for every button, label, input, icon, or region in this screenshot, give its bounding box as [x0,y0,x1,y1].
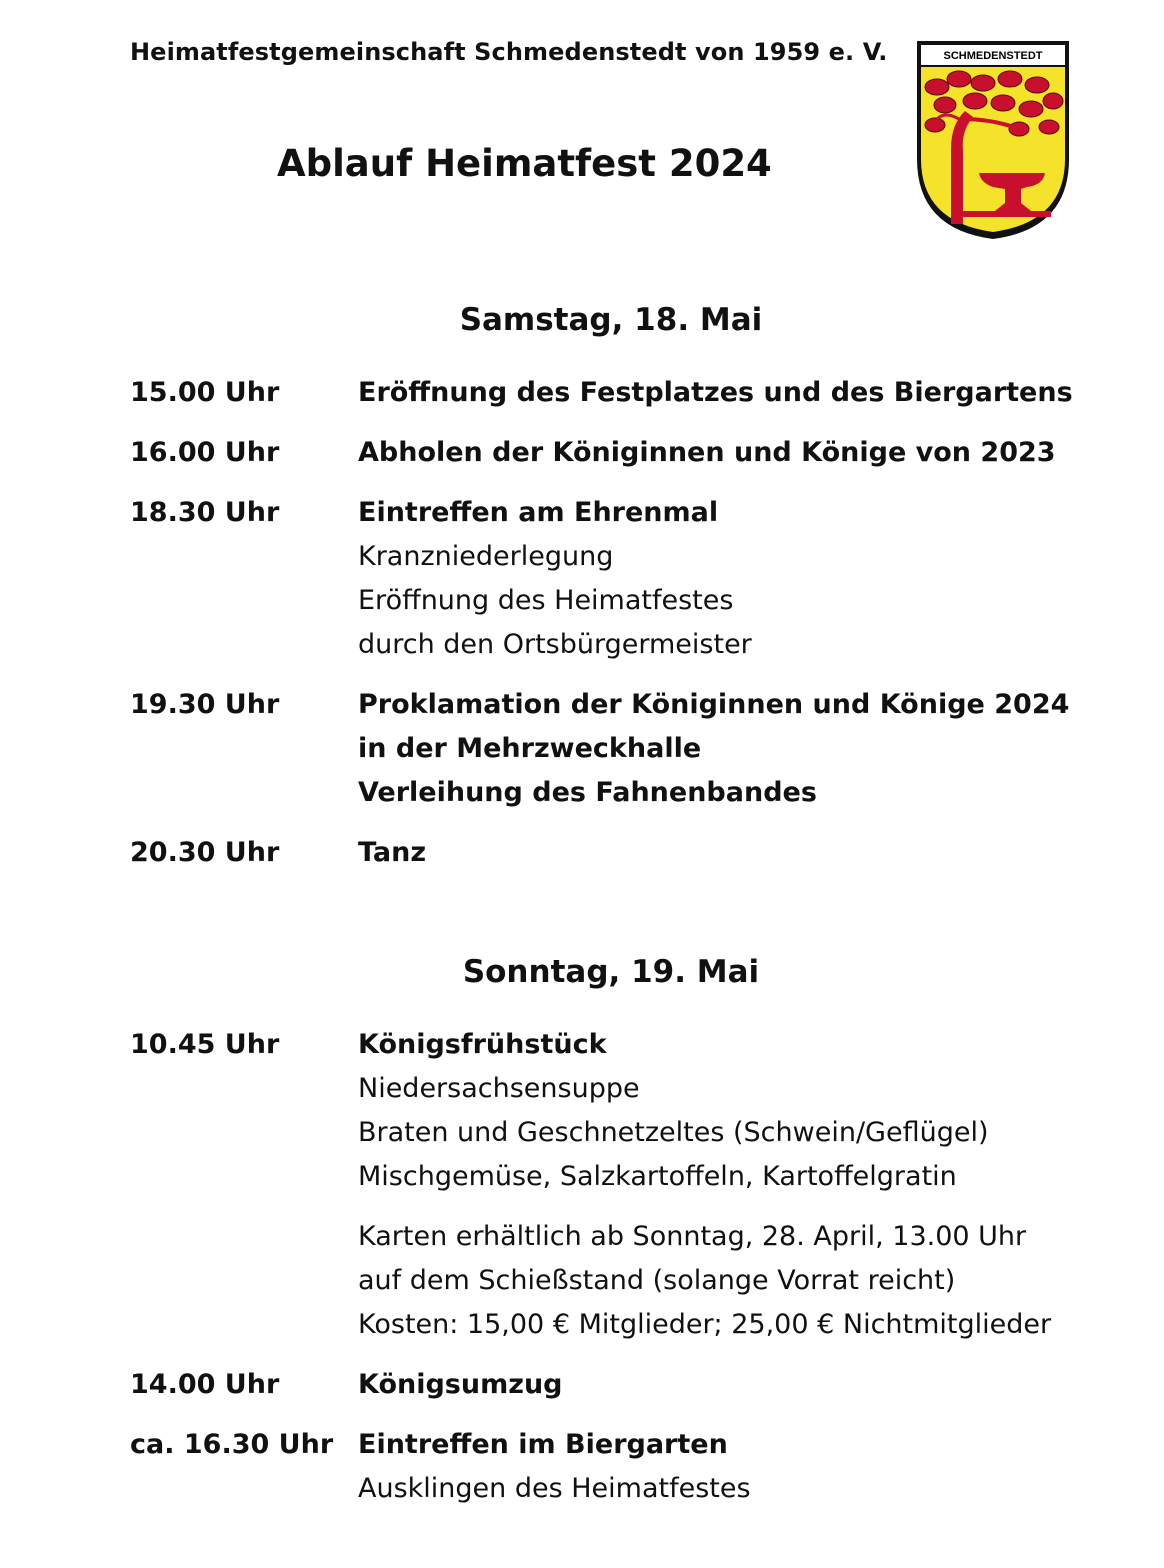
event-detail: Niedersachsensuppe [358,1073,640,1104]
event-title: Königsfrühstück [358,1029,607,1060]
event-title: Eintreffen am Ehrenmal [358,497,719,528]
event-time: ca. 16.30 Uhr [130,1429,334,1460]
event-note: Kosten: 15,00 € Mitglieder; 25,00 € Nichtmitglieder [358,1309,1052,1340]
event-title: Eröffnung des Festplatzes und des Biergartens [358,377,1073,408]
event-title: Proklamation der Königinnen und Könige 2024 [358,689,1070,720]
event-title: Abholen der Königinnen und Könige von 2023 [358,437,1056,468]
event-time: 18.30 Uhr [130,497,280,528]
event-detail: Ausklingen des Heimatfestes [358,1473,751,1504]
event-time: 10.45 Uhr [130,1029,280,1060]
crest-label: SCHMEDENSTEDT [943,50,1043,62]
event-detail: Eröffnung des Heimatfestes [358,585,734,616]
event-title: Königsumzug [358,1369,563,1400]
day-heading-sunday: Sonntag, 19. Mai [462,954,760,990]
event-title: Verleihung des Fahnenbandes [358,777,817,808]
event-title: Tanz [358,837,427,868]
event-note: auf dem Schießstand (solange Vorrat reicht) [358,1265,956,1296]
event-detail: Mischgemüse, Salzkartoffeln, Kartoffelgratin [358,1161,957,1192]
event-time: 19.30 Uhr [130,689,280,720]
event-time: 16.00 Uhr [130,437,280,468]
event-detail: Kranzniederlegung [358,541,614,572]
event-detail: Braten und Geschnetzeltes (Schwein/Geflügel) [358,1117,989,1148]
event-time: 15.00 Uhr [130,377,280,408]
day-heading-saturday: Samstag, 18. Mai [459,302,763,338]
coat-of-arms [915,39,1071,241]
event-title: in der Mehrzweckhalle [358,733,702,764]
event-title: Eintreffen im Biergarten [358,1429,728,1460]
organization-name: Heimatfestgemeinschaft Schmedenstedt von 1959 e. V. [130,38,888,66]
event-note: Karten erhältlich ab Sonntag, 28. April, 13.00 Uhr [358,1221,1027,1252]
event-time: 20.30 Uhr [130,837,280,868]
event-detail: durch den Ortsbürgermeister [358,629,752,660]
page-title: Ablauf Heimatfest 2024 [277,142,772,185]
event-time: 14.00 Uhr [130,1369,280,1400]
